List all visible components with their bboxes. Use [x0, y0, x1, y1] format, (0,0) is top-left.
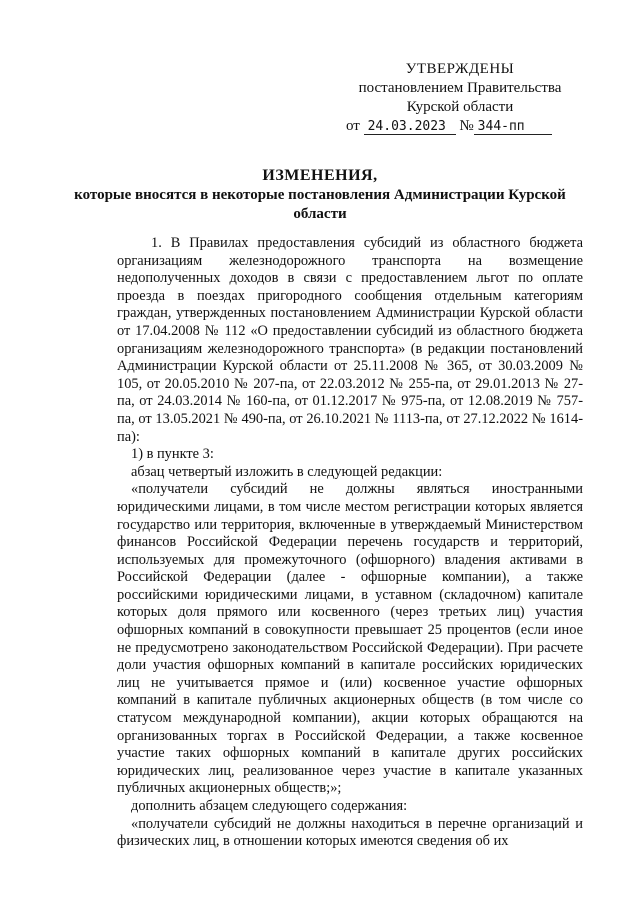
paragraph-quote: «получатели субсидий не должны являться иностранными юридическими лицами, в том числе местом регистрации которых является государство или территория, включенные в утверждаемый Министерством финансов Российской Федерации перечень государств и территорий, используемых для промежуточного (офшорного) владения активами в Российской Федерации (далее - офшорные компании), а также российскими юридическими лицами, в уставном (складочном) капитале которых доля прямого или косвенного (через третьих лиц) участия офшорных компаний в совокупности превышает 25 процентов (если иное не предусмотрено законодательством Российской Федерации). При расчете доли участия офшорных компаний в капитале российских юридических лиц не учитывается прямое и (или) косвенное участие офшорных компаний в капитале публичных акционерных обществ (в том числе со статусом международной компании), акции которых обращаются на организованных торгах в Российской Федерации, а также косвенное участие таких офшорных компаний в капитале других российских юридических лиц, реализованное через участие в капитале указанных публичных акционерных обществ;»;: [117, 481, 583, 797]
approval-title: УТВЕРЖДЕНЫ: [405, 61, 515, 77]
document-body: [117, 235, 583, 851]
number-prefix: №: [459, 118, 474, 134]
paragraph-instruction: абзац четвертый изложить в следующей редакции:: [131, 463, 443, 480]
date-prefix: от: [346, 118, 360, 134]
approval-authority: постановлением Правительства: [358, 80, 562, 96]
approval-date-line: [340, 117, 580, 136]
document-title: ИЗМЕНЕНИЯ,: [262, 167, 378, 184]
paragraph-quote-2: «получатели субсидий не должны находиться в перечне организаций и физических лиц, в отношении которых имеются сведения об их: [117, 815, 583, 850]
approval-region: Курской области: [406, 99, 514, 115]
approval-date: 24.03.2023: [364, 119, 456, 135]
document-subtitle: которые вносятся в некоторые постановления Администрации Курской области: [74, 187, 566, 222]
paragraph-main: 1. В Правилах предоставления субсидий из областного бюджета организациям железнодорожного транспорта на возмещение недополученных доходов в связи с предоставлением льгот по оплате проезда в поездах пригородного сообщения отдельным категориям граждан, утвержденных постановлением Администрации Курской области от 17.04.2008 № 112 «О предоставлении субсидий из областного бюджета организациям железнодорожного транспорта» (в редакции постановлений Администрации Курской области от 25.11.2008 № 365, от 30.03.2009 № 105, от 20.05.2010 № 207-па, от 22.03.2012 № 255-па, от 29.01.2013 № 27-па, от 24.03.2014 № 160-па, от 01.12.2017 № 975-па, от 12.08.2019 № 757-па, от 13.05.2021 № 490-па, от 26.10.2021 № 1113-па, от 27.12.2022 № 1614-па):: [117, 235, 583, 445]
paragraph-item: 1) в пункте 3:: [131, 446, 214, 463]
approval-number: 344-пп: [474, 119, 552, 135]
approval-stamp: [340, 60, 580, 136]
paragraph-instruction-2: дополнить абзацем следующего содержания:: [131, 798, 408, 814]
